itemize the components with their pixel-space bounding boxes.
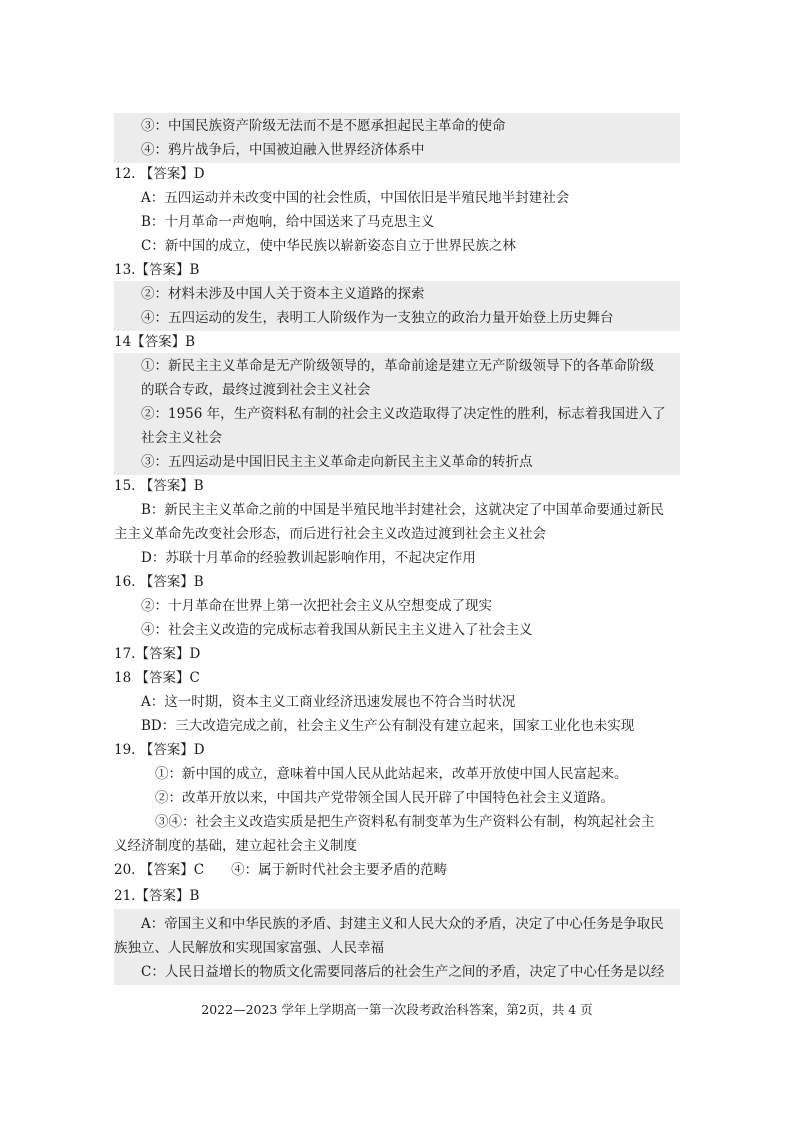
text-line: B：十月革命一声炮响，给中国送来了马克思主义: [141, 214, 435, 230]
text-line: ③④：社会主义改造实质是把生产资料私有制变革为生产资料公有制，构筑起社会主: [155, 814, 655, 830]
text-line: ②：十月革命在世界上第一次把社会主义从空想变成了现实: [141, 598, 492, 614]
text-line: ③：中国民族资产阶级无法而不是不愿承担起民主革命的使命: [141, 118, 506, 134]
text-line: 主主义革命先改变社会形态，而后进行社会主义改造过渡到社会主义社会: [114, 526, 546, 542]
text-line: C：人民日益增长的物质文化需要同落后的社会生产之间的矛盾，决定了中心任务是以经: [141, 964, 665, 980]
text-line: ④：鸦片战争后，中国被迫融入世界经济体系中: [141, 142, 425, 158]
text-line: 的联合专政，最终过渡到社会主义社会: [141, 382, 371, 398]
text-line: 族独立、人民解放和实现国家富强、人民幸福: [114, 940, 384, 956]
answer-heading: 17.【答案】D: [114, 646, 201, 662]
text-line: ②：1956 年，生产资料私有制的社会主义改造取得了决定性的胜利，标志着我国进入了: [141, 406, 666, 422]
text-line: B：新民主主义革命之前的中国是半殖民地半封建社会，这就决定了中国革命要通过新民: [141, 502, 664, 518]
text-line: 义经济制度的基础，建立起社会主义制度: [114, 838, 357, 854]
text-line: A：这一时期，资本主义工商业经济迅速发展也不符合当时状况: [141, 694, 516, 710]
text-line: ②：改革开放以来，中国共产党带领全国人民开辟了中国特色社会主义道路。: [155, 790, 614, 806]
text-line: ①：新中国的成立，意味着中国人民从此站起来，改革开放使中国人民富起来。: [155, 766, 628, 782]
answer-heading: 16. 【答案】B: [114, 574, 204, 590]
answer-heading: 21.【答案】B: [114, 888, 200, 904]
text-line: BD：三大改造完成之前，社会主义生产公有制没有建立起来，国家工业化也未实现: [141, 718, 635, 734]
text-line: A：帝国主义和中华民族的矛盾、封建主义和人民大众的矛盾，决定了中心任务是争取民: [141, 916, 664, 932]
text-line: 社会主义社会: [141, 430, 222, 446]
text-line: C：新中国的成立，使中华民族以崭新姿态自立于世界民族之林: [141, 238, 516, 254]
answer-heading: 12. 【答案】D: [114, 166, 205, 182]
text-line: ④：社会主义改造的完成标志着我国从新民主主义进入了社会主义: [141, 622, 533, 638]
text-line: A：五四运动并未改变中国的社会性质，中国依旧是半殖民地半封建社会: [141, 190, 570, 206]
text-line: D：苏联十月革命的经验教训起影响作用，不起决定作用: [141, 550, 476, 566]
text-line: ②：材料未涉及中国人关于资本主义道路的探索: [141, 286, 425, 302]
text-line: ①：新民主主义革命是无产阶级领导的，革命前途是建立无产阶级领导下的各革命阶级: [141, 358, 654, 374]
text-line: ④：五四运动的发生，表明工人阶级作为一支独立的政治力量开始登上历史舞台: [141, 310, 614, 326]
answer-heading: 15. 【答案】B: [114, 478, 204, 494]
answer-heading: 19. 【答案】D: [114, 742, 205, 758]
text-line: ③：五四运动是中国旧民主主义革命走向新民主主义革命的转折点: [141, 454, 533, 470]
answer-heading: 14【答案】B: [114, 334, 196, 350]
answer-heading: 20. 【答案】C ④：属于新时代社会主要矛盾的范畴: [114, 862, 448, 878]
page-footer: 2022—2023 学年上学期高一第一次段考政治科答案，第2页，共 4 页: [201, 1002, 593, 1017]
answer-heading: 18 【答案】C: [114, 670, 200, 686]
answer-heading: 13.【答案】B: [114, 262, 200, 278]
